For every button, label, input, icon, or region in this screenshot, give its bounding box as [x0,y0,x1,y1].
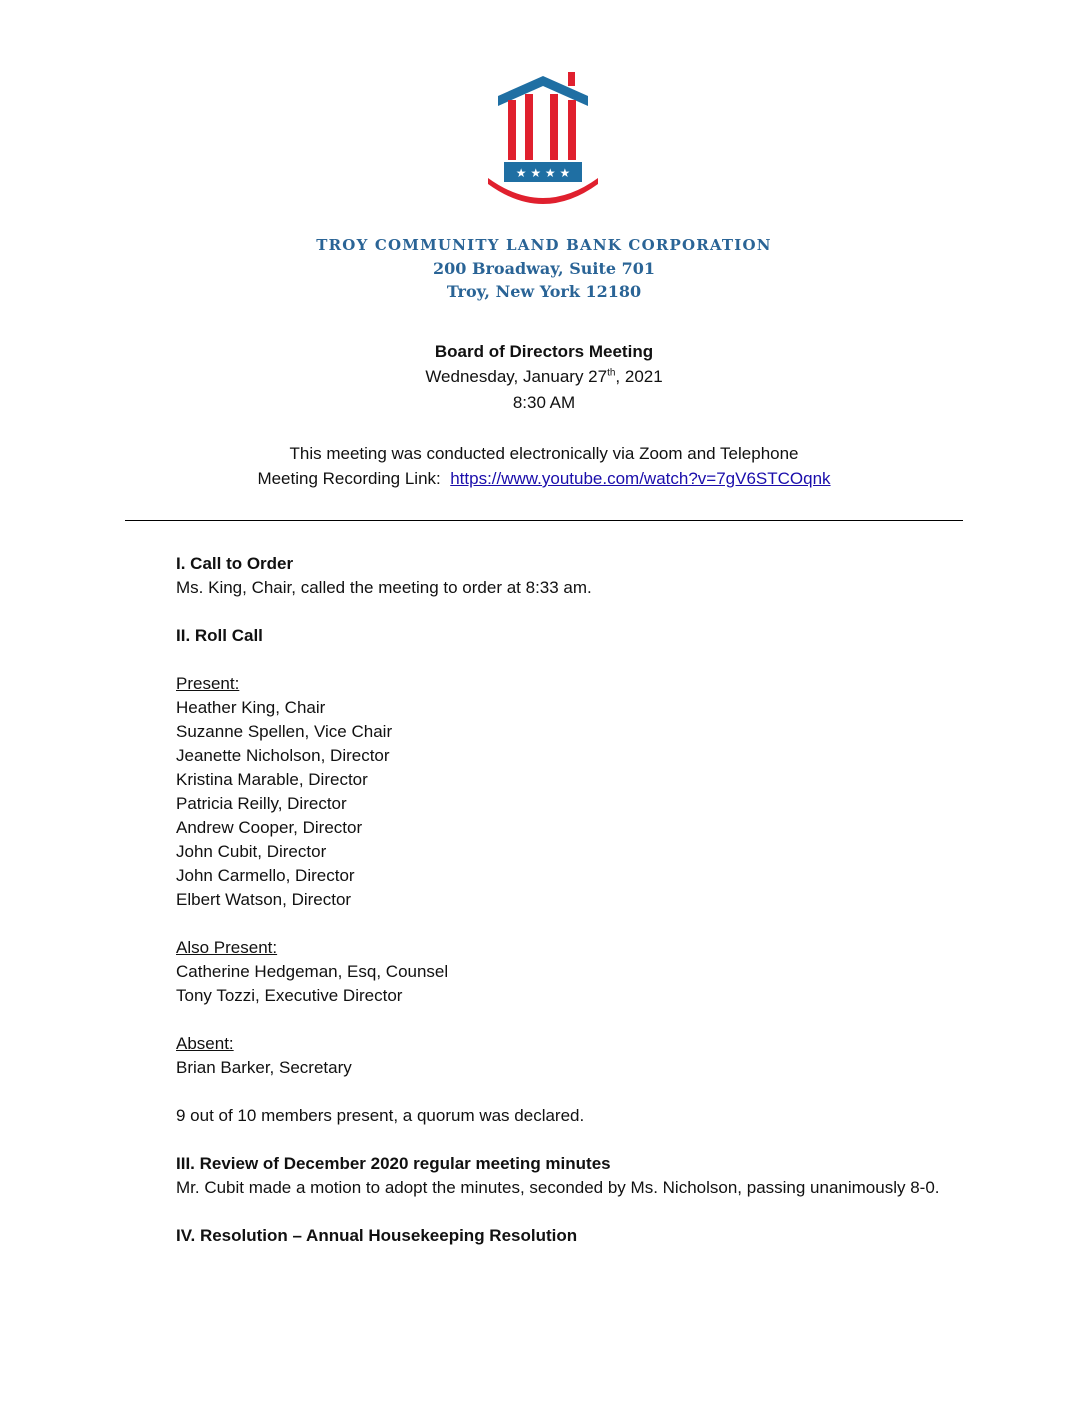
spacer [176,1200,946,1224]
also-present-label: Also Present: [176,938,278,957]
absent-member: Brian Barker, Secretary [176,1058,352,1077]
meeting-date-prefix: Wednesday, January 27 [425,367,608,386]
review-text: Mr. Cubit made a motion to adopt the minutes, seconded by Ms. Nicholson, passing unanimously 8-0. [176,1178,940,1197]
present-member: John Cubit, Director [176,842,327,861]
meeting-date-suffix: th [607,367,616,379]
present-member: Jeanette Nicholson, Director [176,746,390,765]
quorum-statement: 9 out of 10 members present, a quorum was declared. [176,1106,585,1125]
meeting-conducted-note: This meeting was conducted electronically via Zoom and Telephone [289,444,799,463]
meeting-date [0,366,1088,388]
spacer [176,1080,946,1104]
section-heading-call-to-order: I. Call to Order [176,554,294,573]
present-member: John Carmello, Director [176,866,355,885]
present-label: Present: [176,674,240,693]
present-member: Andrew Cooper, Director [176,818,363,837]
absent-label: Absent: [176,1034,234,1053]
present-member: Patricia Reilly, Director [176,794,347,813]
section-heading-review: III. Review of December 2020 regular meeting minutes [176,1154,611,1173]
also-present-member: Tony Tozzi, Executive Director [176,986,403,1005]
meeting-date-year: , 2021 [615,367,663,386]
spacer [176,648,946,672]
spacer [176,600,946,624]
meeting-recording [0,468,1088,490]
section-heading-resolution: IV. Resolution – Annual Housekeeping Resolution [176,1226,578,1245]
spacer [176,912,946,936]
present-member: Suzanne Spellen, Vice Chair [176,722,393,741]
spacer [176,1128,946,1152]
section-heading-roll-call: II. Roll Call [176,626,263,645]
organization-address-line1: 200 Broadway, Suite 701 [433,259,655,278]
land-bank-logo [484,68,606,208]
organization-name: TROY COMMUNITY LAND BANK CORPORATION [316,236,772,254]
meeting-time: 8:30 AM [512,393,576,412]
svg-text:★ ★ ★ ★: ★ ★ ★ ★ [515,166,571,180]
present-member: Elbert Watson, Director [176,890,352,909]
present-member: Heather King, Chair [176,698,326,717]
present-member: Kristina Marable, Director [176,770,368,789]
organization-address-line2: Troy, New York 12180 [446,282,642,301]
recording-label: Meeting Recording Link: [257,469,441,488]
meeting-title: Board of Directors Meeting [434,342,654,361]
also-present-member: Catherine Hedgeman, Esq, Counsel [176,962,449,981]
minutes-body [176,552,946,1248]
spacer [176,1008,946,1032]
divider [125,520,963,521]
call-to-order-text: Ms. King, Chair, called the meeting to order at 8:33 am. [176,578,592,597]
recording-link[interactable]: https://www.youtube.com/watch?v=7gV6STCOqnk [450,469,831,488]
